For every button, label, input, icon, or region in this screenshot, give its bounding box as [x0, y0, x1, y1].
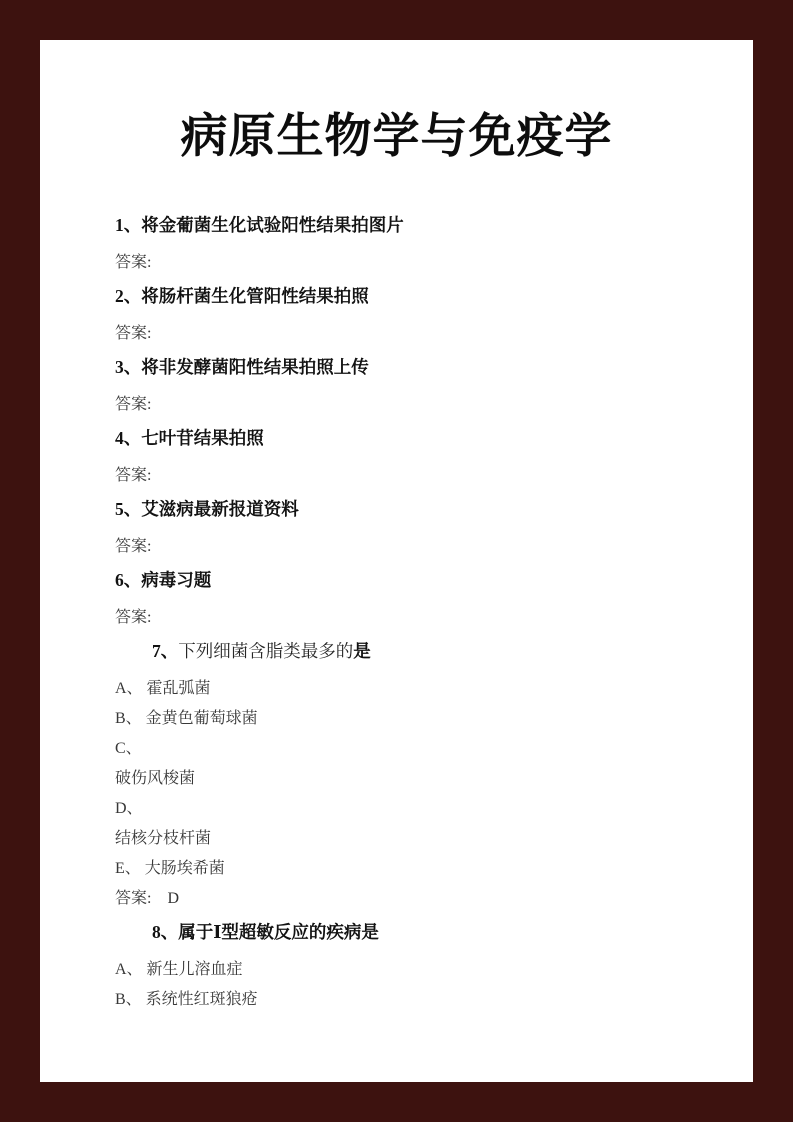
- answer-label: 答案:: [115, 325, 152, 342]
- question-6-answer-line: [115, 608, 678, 627]
- question-7-option-c-text: 破伤风梭菌: [115, 770, 196, 787]
- question-8-option-a: A、 新生儿溶血症: [115, 961, 243, 978]
- question-7-answer-line: [115, 889, 678, 908]
- answer-label: 答案:: [115, 890, 152, 907]
- question-3-heading: 3、将非发酵菌阳性结果拍照上传: [115, 357, 369, 377]
- question-2-answer-line: [115, 324, 678, 343]
- question-7-number: 7、: [152, 641, 179, 661]
- question-7-heading: [115, 642, 678, 661]
- answer-label: 答案:: [115, 609, 152, 626]
- question-7-option-e: E、 大肠埃希菌: [115, 860, 225, 877]
- question-8-heading: 8、属于Ⅰ型超敏反应的疾病是: [152, 922, 379, 942]
- answer-label: 答案:: [115, 396, 152, 413]
- question-block-3: [115, 358, 678, 414]
- question-7-option-d-letter: D、: [115, 800, 143, 817]
- question-block-2: [115, 287, 678, 343]
- question-7-emphasis: 是: [353, 641, 371, 661]
- answer-value: D: [167, 890, 180, 907]
- question-block-5: [115, 500, 678, 556]
- question-block-7: [115, 642, 678, 908]
- question-2-heading: 2、将肠杆菌生化管阳性结果拍照: [115, 286, 369, 306]
- question-block-4: [115, 429, 678, 485]
- question-4-answer-line: [115, 466, 678, 485]
- question-7-option-d-text: 结核分枝杆菌: [115, 830, 212, 847]
- question-block-1: [115, 216, 678, 272]
- question-3-answer-line: [115, 395, 678, 414]
- question-1-heading: 1、将金葡菌生化试验阳性结果拍图片: [115, 215, 404, 235]
- answer-label: 答案:: [115, 254, 152, 271]
- question-8-option-b: B、 系统性红斑狼疮: [115, 991, 258, 1008]
- question-7-option-b: B、 金黄色葡萄球菌: [115, 710, 258, 727]
- answer-label: 答案:: [115, 467, 152, 484]
- question-7-text: 下列细菌含脂类最多的: [178, 641, 354, 661]
- question-block-8: [115, 923, 678, 1009]
- page-content: [40, 40, 753, 1082]
- question-block-6: [115, 571, 678, 627]
- question-5-heading: 5、艾滋病最新报道资料: [115, 499, 299, 519]
- document-title: 病原生物学与免疫学: [180, 111, 613, 163]
- question-7-option-c-letter: C、: [115, 740, 142, 757]
- question-5-answer-line: [115, 537, 678, 556]
- question-1-answer-line: [115, 253, 678, 272]
- question-7-option-a: A、 霍乱弧菌: [115, 680, 211, 697]
- answer-label: 答案:: [115, 538, 152, 555]
- question-6-heading: 6、病毒习题: [115, 570, 212, 590]
- question-4-heading: 4、七叶苷结果拍照: [115, 428, 264, 448]
